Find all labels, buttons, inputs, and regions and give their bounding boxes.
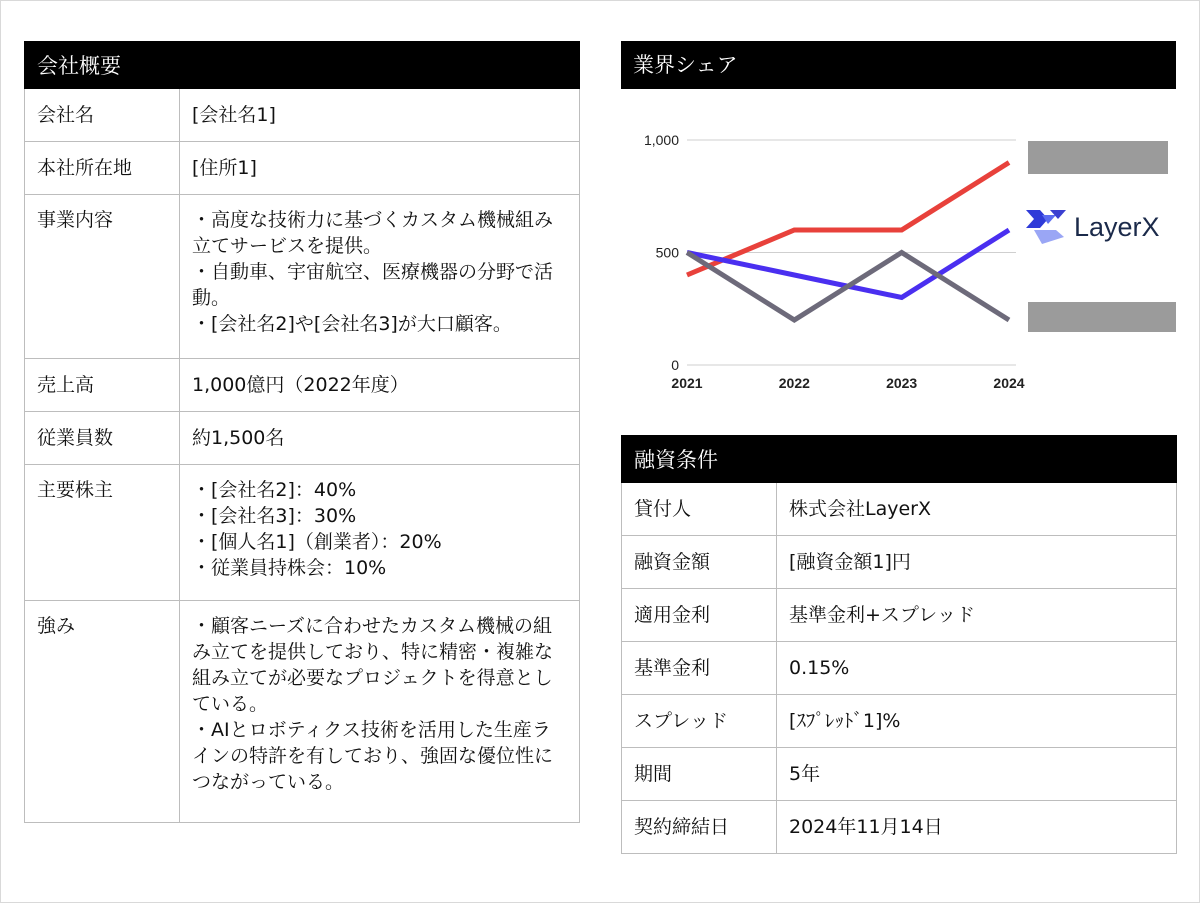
row-label: 貸付人 — [622, 483, 777, 536]
row-label: 適用金利 — [622, 589, 777, 642]
x-tick-label: 2024 — [993, 375, 1025, 391]
loan-terms-title: 融資条件 — [622, 436, 1177, 483]
table-row — [622, 695, 1177, 748]
layerx-logo-icon — [1026, 210, 1068, 244]
row-label: 主要株主 — [25, 465, 180, 601]
row-label: スプレッド — [622, 695, 777, 748]
row-value: [住所1] — [180, 142, 580, 195]
company-overview-table — [24, 41, 580, 823]
table-row — [622, 589, 1177, 642]
row-value — [180, 465, 580, 601]
row-label: 従業員数 — [25, 412, 180, 465]
bullet-item: ・AIとロボティクス技術を活用した生産ラインの特許を有しており、強固な優位性につながっている。 — [192, 719, 554, 793]
row-value — [180, 195, 580, 359]
table-row — [622, 536, 1177, 589]
row-value: 5年 — [777, 748, 1177, 801]
table-row — [622, 801, 1177, 854]
row-label: 事業内容 — [25, 195, 180, 359]
row-value: 約1,500名 — [180, 412, 580, 465]
x-tick-label: 2021 — [671, 375, 703, 391]
row-value: 0.15% — [777, 642, 1177, 695]
row-label: 融資金額 — [622, 536, 777, 589]
row-label: 本社所在地 — [25, 142, 180, 195]
industry-share-title: 業界シェア — [621, 41, 1176, 89]
table-row — [25, 601, 580, 823]
row-label: 会社名 — [25, 89, 180, 142]
table-row — [25, 412, 580, 465]
table-row — [25, 465, 580, 601]
table-row — [25, 359, 580, 412]
bullet-item: ・[会社名2]や[会社名3]が大口顧客。 — [192, 313, 512, 335]
row-value: 1,000億円（2022年度） — [180, 359, 580, 412]
y-tick-label: 0 — [671, 357, 679, 373]
row-value: 2024年11月14日 — [777, 801, 1177, 854]
row-label: 強み — [25, 601, 180, 823]
x-tick-label: 2023 — [886, 375, 918, 391]
layerx-logo — [1026, 210, 1160, 244]
table-row — [25, 195, 580, 359]
row-value: 基準金利+スプレッド — [777, 589, 1177, 642]
bullet-item: ・従業員持株会：10% — [192, 557, 387, 579]
bullet-item: ・[会社名3]：30% — [192, 505, 357, 527]
row-value: [ｽﾌﾟﾚｯﾄﾞ1]% — [777, 695, 1177, 748]
bullet-item: ・自動車、宇宙航空、医療機器の分野で活動。 — [192, 261, 554, 309]
table-row — [25, 89, 580, 142]
table-row — [622, 642, 1177, 695]
y-tick-label: 500 — [655, 244, 679, 261]
bullet-item: ・高度な技術力に基づくカスタム機械組み立てサービスを提供。 — [192, 209, 554, 257]
row-value: [融資金額1]円 — [777, 536, 1177, 589]
bullet-item: ・[個人名1]（創業者）：20% — [192, 531, 442, 553]
y-tick-label: 1,000 — [643, 132, 679, 148]
row-value: 株式会社LayerX — [777, 483, 1177, 536]
company-overview-title: 会社概要 — [25, 42, 580, 89]
redacted-label — [1028, 302, 1176, 332]
table-row — [25, 142, 580, 195]
x-tick-label: 2022 — [778, 375, 810, 391]
row-value — [180, 601, 580, 823]
table-row — [622, 748, 1177, 801]
bullet-item: ・[会社名2]：40% — [192, 479, 357, 501]
redacted-label — [1028, 141, 1168, 174]
row-label: 期間 — [622, 748, 777, 801]
row-label: 基準金利 — [622, 642, 777, 695]
table-row — [622, 483, 1177, 536]
row-label: 契約締結日 — [622, 801, 777, 854]
layerx-logo-text: LayerX — [1074, 211, 1160, 242]
loan-terms-table — [621, 435, 1177, 854]
bullet-item: ・顧客ニーズに合わせたカスタム機械の組み立てを提供しており、特に精密・複雑な組み立てが必要なプロジェクトを得意としている。 — [192, 615, 554, 715]
row-label: 売上高 — [25, 359, 180, 412]
row-value: [会社名1] — [180, 89, 580, 142]
